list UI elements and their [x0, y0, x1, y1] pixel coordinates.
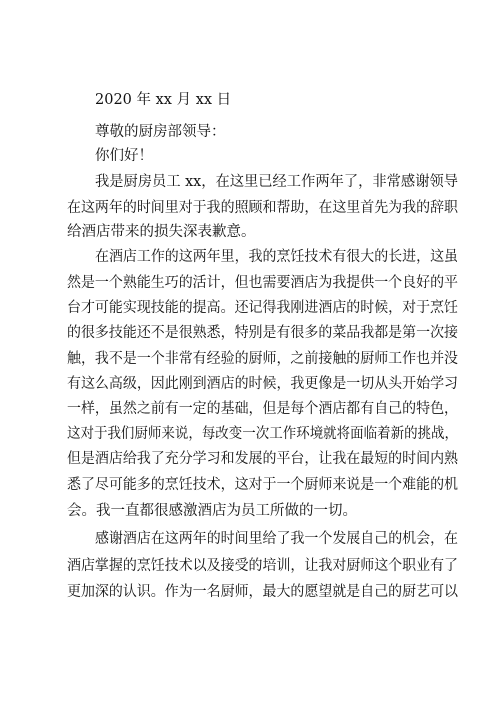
paragraph-text: 的很多技能还不是很熟悉，特别是有很多的菜品我都是第一次接: [67, 325, 458, 341]
paragraph-text: 触，我不是一个非常有经验的厨师，之前接触的厨师工作也并没: [67, 351, 458, 367]
paragraph-text: 这对于我们厨师来说，每改变一次工作环境就将面临着新的挑战，: [67, 426, 458, 442]
date-text: 2020 年 xx 月 xx 日: [95, 92, 232, 108]
paragraph-text: 悉了尽可能多的烹饪技术，这对于一个厨师来说是一个难能的机: [67, 477, 458, 493]
paragraph-line: [0, 576, 500, 608]
paragraph-text: 我是厨房员工 xx，在这里已经工作两年了，非常感谢领导: [95, 174, 458, 190]
paragraph-text: 给酒店带来的损失深表歉意。: [67, 224, 256, 240]
paragraph-text: 在酒店工作的这两年里，我的烹饪技术有很大的长进，这虽: [95, 249, 458, 265]
date-line: [0, 84, 500, 116]
paragraph-text: 一样，虽然之前有一定的基础，但是每个酒店都有自己的特色，: [67, 401, 458, 417]
paragraph-text: 然是一个熟能生巧的活计，但也需要酒店为我提供一个良好的平: [67, 275, 458, 291]
paragraph-text: 更加深的认识。作为一名厨师，最大的愿望就是自己的厨艺可以: [67, 584, 458, 600]
paragraph-text: 会。我一直都很感激酒店为员工所做的一切。: [67, 503, 357, 519]
paragraph-text: 有这么高级，因此刚到酒店的时候，我更像是一切从头开始学习: [67, 376, 458, 392]
paragraph-text: 台才可能实现技能的提高。还记得我刚进酒店的时候，对于烹饪: [67, 300, 458, 316]
salutation-text: 尊敬的厨房部领导：: [95, 124, 226, 140]
greeting-text: 你们好！: [95, 148, 153, 164]
paragraph-text: 但是酒店给我了充分学习和发展的平台，让我在最短的时间内熟: [67, 451, 458, 467]
paragraph-text: 在这两年的时间里对于我的照顾和帮助，在这里首先为我的辞职: [67, 200, 458, 216]
paragraph-text: 酒店掌握的烹饪技术以及接受的培训，让我对厨师这个职业有了: [67, 558, 458, 574]
paragraph-text: 感谢酒店在这两年的时间里给了我一个发展自己的机会，在: [95, 531, 458, 547]
